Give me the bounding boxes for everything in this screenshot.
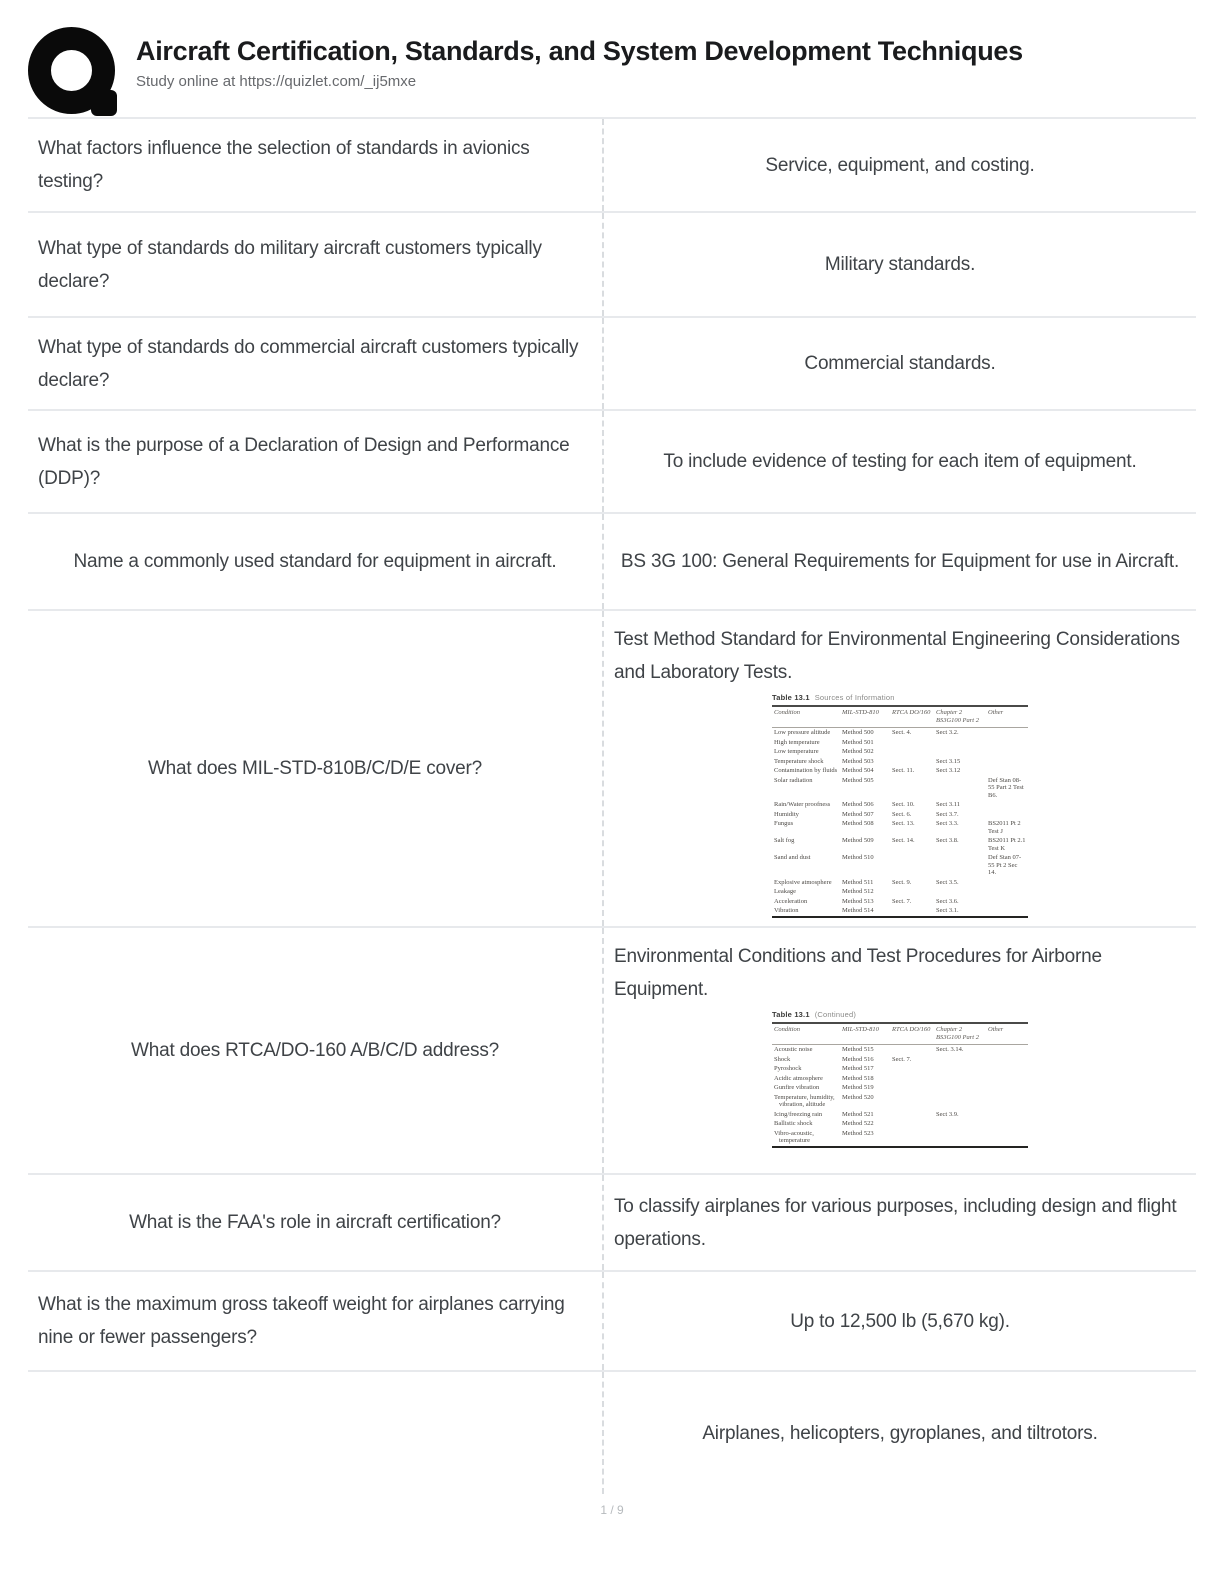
table-row xyxy=(772,757,1028,767)
table-cell: Method 523 xyxy=(842,1129,874,1137)
table-row xyxy=(772,878,1028,888)
table-cell xyxy=(986,728,1028,738)
column-header: Condition xyxy=(772,706,840,728)
table-row xyxy=(772,1045,1028,1055)
table-cell: Sect 3.2. xyxy=(936,729,959,736)
table-cell xyxy=(986,1064,1028,1074)
table-cell xyxy=(986,1055,1028,1065)
table-cell: Sect 3.8. xyxy=(936,837,959,844)
answer-text: To include evidence of testing for each item of equipment. xyxy=(663,451,1137,472)
table-cell: Method 507 xyxy=(842,810,874,818)
table-caption-text: (Continued) xyxy=(814,1010,857,1019)
logo-tail xyxy=(91,90,117,116)
table-cell xyxy=(890,1083,934,1093)
question-cell xyxy=(28,119,604,211)
answer-text: Commercial standards. xyxy=(804,353,996,374)
table-row xyxy=(772,1064,1028,1074)
header xyxy=(28,0,1196,117)
table-cell xyxy=(934,1083,986,1093)
column-header: MIL-STD-810 xyxy=(840,706,890,728)
qa-row xyxy=(28,1175,1196,1272)
answer-cell xyxy=(604,318,1196,409)
table-cell xyxy=(890,1045,934,1055)
table-row xyxy=(772,897,1028,907)
table-row xyxy=(772,1110,1028,1120)
table-caption xyxy=(772,1010,1028,1019)
table-cell xyxy=(986,757,1028,767)
table-cell: Pyroshock xyxy=(774,1065,802,1072)
question-cell xyxy=(28,1272,604,1370)
column-header: Chapter 2 BS3G100 Part 2 xyxy=(934,1023,986,1045)
table-cell: Sect. 9. xyxy=(892,878,912,886)
answer-cell xyxy=(604,119,1196,211)
table-cell: Method 505 xyxy=(842,776,874,784)
table-cell xyxy=(934,738,986,748)
table-cell xyxy=(986,747,1028,757)
table-cell: Method 511 xyxy=(842,878,874,886)
table-row xyxy=(772,738,1028,748)
table-cell: Solar radiation xyxy=(774,776,813,784)
sources-of-information-table xyxy=(772,705,1028,918)
table-caption-text: Sources of Information xyxy=(814,693,895,702)
question-text: What is the FAA's role in aircraft certification? xyxy=(129,1212,501,1233)
table-cell xyxy=(986,1074,1028,1084)
table-cell: Def Stan 07-55 Pt 2 Sec 14. xyxy=(988,854,1022,876)
table-cell: Sect 3.3. xyxy=(936,820,959,827)
question-cell xyxy=(28,611,604,926)
answer-cell xyxy=(604,514,1196,609)
table-cell: Vibro-acoustic, temperature xyxy=(774,1129,814,1144)
answer-text: Airplanes, helicopters, gyroplanes, and tiltrotors. xyxy=(702,1422,1098,1444)
table-cell: Method 508 xyxy=(842,820,874,827)
column-header: Other xyxy=(986,1023,1028,1045)
table-cell: Method 504 xyxy=(842,767,874,774)
answer-cell xyxy=(604,1372,1196,1494)
table-cell: Sect 3.5. xyxy=(936,878,959,886)
table-cell xyxy=(890,887,934,897)
table-cell xyxy=(986,906,1028,917)
table-cell xyxy=(986,887,1028,897)
answer-text: Up to 12,500 lb (5,670 kg). xyxy=(790,1310,1010,1332)
table-cell: Sect 3.9. xyxy=(936,1110,959,1118)
qa-row xyxy=(28,928,1196,1175)
answer-text: Service, equipment, and costing. xyxy=(765,154,1035,176)
table-row xyxy=(772,728,1028,738)
table-cell xyxy=(934,1129,986,1147)
question-text: What type of standards do military aircraft customers typically declare? xyxy=(38,237,542,292)
table-cell xyxy=(934,1119,986,1129)
table-cell: Sect 3.12 xyxy=(936,767,961,774)
table-cell: Method 515 xyxy=(842,1046,874,1053)
question-text: What factors influence the selection of standards in avionics testing? xyxy=(38,138,530,192)
table-cell xyxy=(890,1110,934,1120)
table-row xyxy=(772,1074,1028,1084)
table-cell xyxy=(934,1064,986,1074)
table-row xyxy=(772,776,1028,801)
table-row xyxy=(772,887,1028,897)
table-cell xyxy=(934,887,986,897)
table-cell: Method 510 xyxy=(842,854,874,861)
table-cell: Method 516 xyxy=(842,1055,874,1063)
table-cell xyxy=(986,1093,1028,1110)
column-header: RTCA DO/160 xyxy=(890,706,934,728)
quizlet-q-logo-icon xyxy=(28,27,118,117)
table-cell: Low temperature xyxy=(774,748,819,755)
table-row xyxy=(772,810,1028,820)
question-text: What does MIL-STD-810B/C/D/E cover? xyxy=(147,758,483,779)
table-cell: Leakage xyxy=(774,888,797,895)
table-cell: Low pressure altitude xyxy=(774,729,831,736)
table-row xyxy=(772,1119,1028,1129)
table-cell: Method 521 xyxy=(842,1110,874,1118)
table-cell: Shock xyxy=(774,1055,791,1063)
table-cell: Method 502 xyxy=(842,748,874,755)
table-row xyxy=(772,906,1028,917)
table-caption-label: Table 13.1 xyxy=(772,693,810,702)
table-cell xyxy=(986,1129,1028,1147)
table-cell xyxy=(890,853,934,878)
question-cell xyxy=(28,928,604,1173)
answer-cell xyxy=(604,1175,1196,1270)
table-cell: Sect. 13. xyxy=(892,820,915,827)
answer-cell xyxy=(604,213,1196,316)
table-cell xyxy=(890,1093,934,1110)
table-cell: Method 512 xyxy=(842,888,874,895)
table-row xyxy=(772,1129,1028,1147)
table-cell xyxy=(934,747,986,757)
table-cell xyxy=(986,1045,1028,1055)
table-cell: Sect 3.11 xyxy=(936,801,960,808)
table-cell: High temperature xyxy=(774,738,820,746)
answer-text: Military standards. xyxy=(824,254,976,275)
question-text: What is the maximum gross takeoff weight for airplanes carrying nine or fewer passengers? xyxy=(38,1294,565,1348)
table-cell xyxy=(890,738,934,748)
table-cell: BS2011 Pt 2 Test J xyxy=(988,820,1021,835)
table-cell: Temperature, humidity, vibration, altitude xyxy=(774,1093,835,1108)
table-cell: Sect. 10. xyxy=(892,801,915,808)
qa-table xyxy=(28,117,1196,1494)
table-caption xyxy=(772,693,1028,702)
table-row xyxy=(772,836,1028,853)
table-cell xyxy=(890,776,934,801)
table-cell: Method 514 xyxy=(842,907,874,914)
table-cell: Sect 3.1. xyxy=(936,907,959,914)
answer-cell xyxy=(604,611,1196,926)
table-cell xyxy=(934,1055,986,1065)
answer-cell xyxy=(604,411,1196,512)
table-cell xyxy=(890,1129,934,1147)
table-cell: Method 513 xyxy=(842,897,874,905)
qa-row xyxy=(28,514,1196,611)
column-header: Condition xyxy=(772,1023,840,1045)
table-cell: Sect. 3.14. xyxy=(936,1046,964,1053)
table-cell: Sand and dust xyxy=(774,854,811,861)
answer-cell xyxy=(604,1272,1196,1370)
answer-text: Test Method Standard for Environmental Engineering Considerations and Laboratory Tests. xyxy=(614,629,1180,683)
question-cell xyxy=(28,514,604,609)
table-row xyxy=(772,1093,1028,1110)
table-cell: Method 517 xyxy=(842,1065,874,1072)
table-cell xyxy=(890,1119,934,1129)
table-header-row xyxy=(772,706,1028,728)
table-row xyxy=(772,1055,1028,1065)
qa-row xyxy=(28,318,1196,411)
table-row xyxy=(772,1083,1028,1093)
table-cell xyxy=(986,1110,1028,1120)
table-cell: Sect. 7. xyxy=(892,1055,912,1063)
table-cell: Method 519 xyxy=(842,1084,874,1091)
table-cell: Sect 3.6. xyxy=(936,897,959,905)
embedded-table-figure xyxy=(772,693,1028,918)
question-cell xyxy=(28,411,604,512)
table-cell xyxy=(986,897,1028,907)
question-text: What is the purpose of a Declaration of Design and Performance (DDP)? xyxy=(38,434,570,489)
table-cell: Method 522 xyxy=(842,1120,874,1127)
table-cell: Method 503 xyxy=(842,757,874,765)
table-cell xyxy=(986,878,1028,888)
table-cell: Acidic atmosphere xyxy=(774,1074,823,1082)
page-footer xyxy=(0,1503,1224,1517)
table-cell xyxy=(986,1083,1028,1093)
table-cell: Temperature shock xyxy=(774,757,824,765)
table-cell xyxy=(986,810,1028,820)
table-cell: Def Stan 08-55 Part 2 Test B6. xyxy=(988,776,1024,799)
table-cell: Sect. 11. xyxy=(892,767,915,774)
table-cell xyxy=(890,747,934,757)
table-cell: Method 500 xyxy=(842,729,874,736)
qa-row xyxy=(28,411,1196,514)
table-cell xyxy=(934,853,986,878)
table-row xyxy=(772,747,1028,757)
column-header: Other xyxy=(986,706,1028,728)
table-cell: Acceleration xyxy=(774,897,808,905)
table-cell: Fungus xyxy=(774,820,794,827)
table-cell xyxy=(934,1093,986,1110)
table-cell xyxy=(986,800,1028,810)
table-cell: Ballistic shock xyxy=(774,1120,813,1127)
answer-text: Environmental Conditions and Test Procedures for Airborne Equipment. xyxy=(614,946,1102,1000)
embedded-table-figure xyxy=(772,1010,1028,1148)
question-cell xyxy=(28,1372,604,1494)
table-cell: Vibration xyxy=(774,907,799,914)
sources-of-information-table-continued xyxy=(772,1022,1028,1148)
question-cell xyxy=(28,213,604,316)
answer-text: BS 3G 100: General Requirements for Equipment for use in Aircraft. xyxy=(620,551,1180,572)
qa-row xyxy=(28,1272,1196,1372)
table-cell xyxy=(890,1064,934,1074)
table-cell: Sect. 7. xyxy=(892,897,912,905)
question-text: Name a commonly used standard for equipment in aircraft. xyxy=(73,551,557,572)
question-cell xyxy=(28,318,604,409)
table-cell: Icing/freezing rain xyxy=(774,1110,823,1118)
table-cell: Explosive atmosphere xyxy=(774,878,832,886)
table-cell xyxy=(890,906,934,917)
answer-text: To classify airplanes for various purposes, including design and flight operations. xyxy=(614,1195,1177,1250)
question-text: What type of standards do commercial aircraft customers typically declare? xyxy=(38,336,579,391)
table-cell: Sect. 4. xyxy=(892,729,912,736)
qa-row xyxy=(28,119,1196,213)
table-row xyxy=(772,819,1028,836)
question-cell xyxy=(28,1175,604,1270)
table-cell: Contamination by fluids xyxy=(774,767,838,774)
table-cell xyxy=(890,757,934,767)
column-header: Chapter 2 BS3G100 Part 2 xyxy=(934,706,986,728)
table-caption-label: Table 13.1 xyxy=(772,1010,810,1019)
answer-cell xyxy=(604,928,1196,1173)
study-online-url: Study online at https://quizlet.com/_ij5mxe xyxy=(136,73,417,90)
table-cell: Acoustic noise xyxy=(774,1046,813,1053)
table-cell: Sect 3.15 xyxy=(936,757,961,765)
table-cell: Method 520 xyxy=(842,1093,874,1101)
page-title: Aircraft Certification, Standards, and System Development Techniques xyxy=(136,36,1023,66)
table-cell xyxy=(986,766,1028,776)
table-cell xyxy=(890,1074,934,1084)
title-block xyxy=(136,27,1023,90)
table-row xyxy=(772,853,1028,878)
column-header: RTCA DO/160 xyxy=(890,1023,934,1045)
table-cell: Method 506 xyxy=(842,801,874,808)
table-cell xyxy=(934,776,986,801)
table-cell xyxy=(986,738,1028,748)
table-cell: Method 501 xyxy=(842,738,874,746)
question-text: What does RTCA/DO-160 A/B/C/D address? xyxy=(131,1040,499,1061)
table-cell: Sect. 14. xyxy=(892,837,915,844)
table-row xyxy=(772,800,1028,810)
table-cell xyxy=(934,1074,986,1084)
table-header-row xyxy=(772,1023,1028,1045)
qa-row xyxy=(28,213,1196,318)
qa-row xyxy=(28,611,1196,928)
table-cell: Method 509 xyxy=(842,837,874,844)
table-cell: Sect. 6. xyxy=(892,810,912,818)
page-indicator: 1 / 9 xyxy=(600,1503,624,1517)
table-cell: Salt fog xyxy=(774,837,795,844)
table-cell: BS2011 Pt 2.1 Test K xyxy=(988,837,1026,852)
table-cell: Method 518 xyxy=(842,1074,874,1082)
qa-row xyxy=(28,1372,1196,1494)
table-cell: Gunfire vibration xyxy=(774,1084,820,1091)
table-cell: Rain/Water proofness xyxy=(774,801,831,808)
column-header: MIL-STD-810 xyxy=(840,1023,890,1045)
table-row xyxy=(772,766,1028,776)
table-cell xyxy=(986,1119,1028,1129)
table-cell: Sect 3.7. xyxy=(936,810,959,818)
table-cell: Humidity xyxy=(774,810,799,818)
